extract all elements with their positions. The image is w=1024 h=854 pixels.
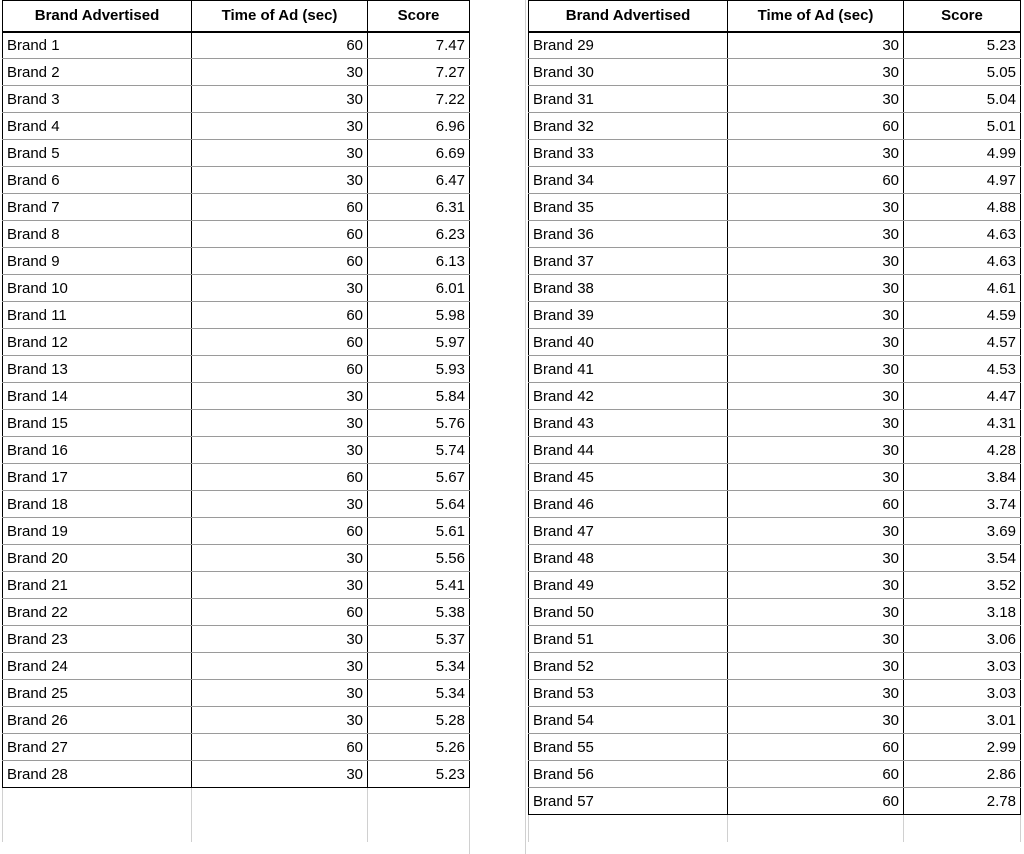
table-row [529, 680, 1021, 707]
cell-brand[interactable]: Brand 49 [529, 572, 728, 599]
cell-brand[interactable]: Brand 19 [3, 518, 192, 545]
cell-brand[interactable]: Brand 25 [3, 680, 192, 707]
cell-brand[interactable]: Brand 17 [3, 464, 192, 491]
cell-time[interactable]: 30 [192, 86, 368, 113]
cell-time[interactable]: 30 [192, 545, 368, 572]
table-row [3, 707, 470, 734]
cell-brand[interactable]: Brand 47 [529, 518, 728, 545]
table-row [529, 167, 1021, 194]
table-row [3, 545, 470, 572]
table-row [529, 329, 1021, 356]
table-row [529, 626, 1021, 653]
cell-score[interactable]: 7.47 [368, 32, 470, 59]
cell-brand[interactable]: Brand 45 [529, 464, 728, 491]
cell-time[interactable]: 30 [728, 356, 904, 383]
cell-time[interactable]: 60 [192, 329, 368, 356]
cell-time[interactable]: 30 [192, 167, 368, 194]
table-row [3, 680, 470, 707]
table-row [3, 59, 470, 86]
cell-brand[interactable]: Brand 38 [529, 275, 728, 302]
cell-time[interactable]: 30 [192, 383, 368, 410]
cell-score[interactable]: 2.86 [904, 761, 1021, 788]
cell-time[interactable]: 30 [728, 572, 904, 599]
empty-row [3, 815, 470, 842]
table-row [3, 437, 470, 464]
cell-score[interactable]: 5.34 [368, 680, 470, 707]
table-row [529, 437, 1021, 464]
cell-brand[interactable]: Brand 15 [3, 410, 192, 437]
cell-time[interactable]: 30 [728, 59, 904, 86]
cell-time[interactable]: 30 [192, 572, 368, 599]
cell-score[interactable]: 5.28 [368, 707, 470, 734]
cell-score[interactable]: 5.23 [904, 32, 1021, 59]
cell-brand[interactable]: Brand 53 [529, 680, 728, 707]
cell-score[interactable]: 4.97 [904, 167, 1021, 194]
cell-score[interactable]: 5.05 [904, 59, 1021, 86]
cell-time[interactable]: 30 [728, 194, 904, 221]
cell-brand[interactable]: Brand 41 [529, 356, 728, 383]
cell-brand[interactable]: Brand 16 [3, 437, 192, 464]
cell-score[interactable]: 3.03 [904, 653, 1021, 680]
cell-brand[interactable]: Brand 52 [529, 653, 728, 680]
cell-score[interactable]: 4.47 [904, 383, 1021, 410]
cell-brand[interactable]: Brand 9 [3, 248, 192, 275]
cell-brand[interactable]: Brand 23 [3, 626, 192, 653]
cell-score[interactable]: 5.61 [368, 518, 470, 545]
table-row [3, 410, 470, 437]
cell-score[interactable]: 7.27 [368, 59, 470, 86]
cell-score[interactable]: 4.99 [904, 140, 1021, 167]
cell-time[interactable]: 30 [728, 437, 904, 464]
cell-score[interactable]: 3.74 [904, 491, 1021, 518]
cell-brand[interactable]: Brand 28 [3, 761, 192, 788]
cell-brand[interactable]: Brand 7 [3, 194, 192, 221]
table-row [529, 734, 1021, 761]
cell-time[interactable]: 30 [728, 221, 904, 248]
table-row [529, 599, 1021, 626]
cell-brand[interactable]: Brand 8 [3, 221, 192, 248]
cell-score[interactable]: 3.52 [904, 572, 1021, 599]
cell-brand[interactable]: Brand 32 [529, 113, 728, 140]
cell-brand[interactable]: Brand 55 [529, 734, 728, 761]
cell-time[interactable]: 60 [728, 734, 904, 761]
cell-time[interactable]: 30 [192, 113, 368, 140]
cell-score[interactable]: 5.56 [368, 545, 470, 572]
table-row [3, 32, 470, 59]
table-row [3, 491, 470, 518]
table-row [3, 113, 470, 140]
cell-brand[interactable]: Brand 13 [3, 356, 192, 383]
table-row [3, 248, 470, 275]
cell-brand[interactable]: Brand 30 [529, 59, 728, 86]
empty-cell[interactable] [368, 788, 470, 815]
cell-brand[interactable]: Brand 42 [529, 383, 728, 410]
cell-score[interactable]: 6.23 [368, 221, 470, 248]
table-row [3, 599, 470, 626]
table-row [3, 356, 470, 383]
cell-score[interactable]: 6.47 [368, 167, 470, 194]
cell-brand[interactable]: Brand 51 [529, 626, 728, 653]
header-score[interactable]: Score [368, 1, 470, 32]
cell-score[interactable]: 3.54 [904, 545, 1021, 572]
empty-cell[interactable] [192, 815, 368, 842]
table-row [529, 761, 1021, 788]
cell-brand[interactable]: Brand 12 [3, 329, 192, 356]
cell-time[interactable]: 60 [192, 302, 368, 329]
cell-score[interactable]: 2.99 [904, 734, 1021, 761]
cell-brand[interactable]: Brand 40 [529, 329, 728, 356]
cell-brand[interactable]: Brand 18 [3, 491, 192, 518]
cell-time[interactable]: 30 [728, 545, 904, 572]
cell-time[interactable]: 60 [192, 464, 368, 491]
cell-brand[interactable]: Brand 44 [529, 437, 728, 464]
cell-score[interactable]: 6.13 [368, 248, 470, 275]
cell-brand[interactable]: Brand 29 [529, 32, 728, 59]
table-row [529, 59, 1021, 86]
table-row [3, 734, 470, 761]
cell-brand[interactable]: Brand 35 [529, 194, 728, 221]
cell-score[interactable]: 5.01 [904, 113, 1021, 140]
header-row [529, 1, 1021, 32]
table-row [3, 275, 470, 302]
table-row [3, 86, 470, 113]
table-row [3, 572, 470, 599]
cell-score[interactable]: 6.96 [368, 113, 470, 140]
table-row [529, 356, 1021, 383]
cell-brand[interactable]: Brand 14 [3, 383, 192, 410]
table-row [529, 653, 1021, 680]
table-row [529, 491, 1021, 518]
cell-brand[interactable]: Brand 37 [529, 248, 728, 275]
cell-time[interactable]: 60 [192, 599, 368, 626]
cell-time[interactable]: 60 [192, 518, 368, 545]
cell-brand[interactable]: Brand 10 [3, 275, 192, 302]
cell-time[interactable]: 60 [192, 248, 368, 275]
cell-brand[interactable]: Brand 21 [3, 572, 192, 599]
cell-brand[interactable]: Brand 6 [3, 167, 192, 194]
table-row [529, 32, 1021, 59]
cell-time[interactable]: 30 [728, 32, 904, 59]
cell-time[interactable]: 60 [192, 194, 368, 221]
header-row [3, 1, 470, 32]
cell-score[interactable]: 5.41 [368, 572, 470, 599]
cell-score[interactable]: 4.28 [904, 437, 1021, 464]
table-row [3, 464, 470, 491]
cell-time[interactable]: 30 [192, 437, 368, 464]
table-row [529, 302, 1021, 329]
cell-brand[interactable]: Brand 48 [529, 545, 728, 572]
cell-score[interactable]: 6.69 [368, 140, 470, 167]
table-row [529, 788, 1021, 815]
table-row [3, 140, 470, 167]
cell-time[interactable]: 30 [192, 761, 368, 788]
cell-score[interactable]: 4.59 [904, 302, 1021, 329]
table-row [3, 383, 470, 410]
cell-time[interactable]: 30 [728, 680, 904, 707]
header-brand[interactable]: Brand Advertised [3, 1, 192, 32]
cell-time[interactable]: 30 [728, 140, 904, 167]
cell-time[interactable]: 60 [192, 734, 368, 761]
cell-time[interactable]: 30 [192, 653, 368, 680]
cell-score[interactable]: 5.74 [368, 437, 470, 464]
table-row [3, 329, 470, 356]
cell-time[interactable]: 30 [728, 518, 904, 545]
cell-brand[interactable]: Brand 4 [3, 113, 192, 140]
cell-score[interactable]: 5.67 [368, 464, 470, 491]
cell-time[interactable]: 30 [728, 464, 904, 491]
cell-score[interactable]: 4.57 [904, 329, 1021, 356]
cell-score[interactable]: 4.53 [904, 356, 1021, 383]
cell-time[interactable]: 30 [728, 302, 904, 329]
table-row [529, 86, 1021, 113]
cell-brand[interactable]: Brand 46 [529, 491, 728, 518]
right-data-table [528, 0, 1021, 842]
table-row [529, 572, 1021, 599]
cell-brand[interactable]: Brand 33 [529, 140, 728, 167]
cell-time[interactable]: 30 [192, 707, 368, 734]
cell-score[interactable]: 5.93 [368, 356, 470, 383]
cell-brand[interactable]: Brand 2 [3, 59, 192, 86]
cell-brand[interactable]: Brand 27 [3, 734, 192, 761]
table-row [529, 275, 1021, 302]
table-row [529, 194, 1021, 221]
cell-score[interactable]: 5.76 [368, 410, 470, 437]
cell-time[interactable]: 30 [728, 599, 904, 626]
cell-time[interactable]: 30 [192, 491, 368, 518]
cell-score[interactable]: 5.38 [368, 599, 470, 626]
cell-brand[interactable]: Brand 43 [529, 410, 728, 437]
cell-brand[interactable]: Brand 26 [3, 707, 192, 734]
empty-cell[interactable] [368, 815, 470, 842]
cell-brand[interactable]: Brand 31 [529, 86, 728, 113]
cell-time[interactable]: 30 [728, 383, 904, 410]
cell-score[interactable]: 4.63 [904, 221, 1021, 248]
cell-score[interactable]: 5.37 [368, 626, 470, 653]
table-row [529, 518, 1021, 545]
cell-score[interactable]: 3.01 [904, 707, 1021, 734]
table-row [3, 626, 470, 653]
cell-brand[interactable]: Brand 54 [529, 707, 728, 734]
table-row [529, 140, 1021, 167]
header-score[interactable]: Score [904, 1, 1021, 32]
cell-brand[interactable]: Brand 1 [3, 32, 192, 59]
cell-score[interactable]: 2.78 [904, 788, 1021, 815]
cell-brand[interactable]: Brand 3 [3, 86, 192, 113]
cell-time[interactable]: 30 [192, 140, 368, 167]
table-row [529, 707, 1021, 734]
table-row [3, 653, 470, 680]
cell-time[interactable]: 60 [728, 113, 904, 140]
cell-time[interactable]: 30 [728, 707, 904, 734]
table-row [3, 302, 470, 329]
cell-score[interactable]: 3.18 [904, 599, 1021, 626]
empty-row [529, 815, 1021, 842]
cell-time[interactable]: 30 [192, 626, 368, 653]
cell-score[interactable]: 5.84 [368, 383, 470, 410]
cell-time[interactable]: 30 [192, 410, 368, 437]
cell-time[interactable]: 30 [728, 653, 904, 680]
cell-score[interactable]: 6.31 [368, 194, 470, 221]
cell-score[interactable]: 5.64 [368, 491, 470, 518]
right-table-body [529, 32, 1021, 842]
cell-time[interactable]: 30 [728, 410, 904, 437]
table-row [529, 248, 1021, 275]
cell-time[interactable]: 30 [728, 275, 904, 302]
cell-score[interactable]: 5.04 [904, 86, 1021, 113]
cell-score[interactable]: 5.23 [368, 761, 470, 788]
empty-cell[interactable] [728, 815, 904, 842]
cell-brand[interactable]: Brand 11 [3, 302, 192, 329]
cell-score[interactable]: 7.22 [368, 86, 470, 113]
cell-score[interactable]: 5.98 [368, 302, 470, 329]
cell-score[interactable]: 5.34 [368, 653, 470, 680]
cell-score[interactable]: 3.03 [904, 680, 1021, 707]
cell-score[interactable]: 5.26 [368, 734, 470, 761]
table-row [3, 221, 470, 248]
header-time[interactable]: Time of Ad (sec) [192, 1, 368, 32]
table-row [529, 383, 1021, 410]
left-data-table [2, 0, 470, 842]
cell-time[interactable]: 60 [728, 788, 904, 815]
header-time[interactable]: Time of Ad (sec) [728, 1, 904, 32]
cell-score[interactable]: 3.06 [904, 626, 1021, 653]
empty-cell[interactable] [3, 815, 192, 842]
empty-cell[interactable] [529, 815, 728, 842]
empty-row [3, 788, 470, 815]
cell-score[interactable]: 4.88 [904, 194, 1021, 221]
empty-cell[interactable] [3, 788, 192, 815]
table-row [529, 545, 1021, 572]
cell-score[interactable]: 3.84 [904, 464, 1021, 491]
empty-cell[interactable] [904, 815, 1021, 842]
empty-cell[interactable] [192, 788, 368, 815]
cell-time[interactable]: 60 [192, 32, 368, 59]
cell-time[interactable]: 30 [192, 680, 368, 707]
cell-brand[interactable]: Brand 57 [529, 788, 728, 815]
left-table-body [3, 32, 470, 842]
cell-time[interactable]: 30 [192, 59, 368, 86]
cell-time[interactable]: 60 [192, 221, 368, 248]
header-brand[interactable]: Brand Advertised [529, 1, 728, 32]
cell-brand[interactable]: Brand 5 [3, 140, 192, 167]
table-row [3, 194, 470, 221]
table-row [3, 167, 470, 194]
cell-score[interactable]: 3.69 [904, 518, 1021, 545]
cell-time[interactable]: 30 [192, 275, 368, 302]
table-row [3, 761, 470, 788]
table-row [529, 410, 1021, 437]
cell-time[interactable]: 60 [728, 167, 904, 194]
cell-score[interactable]: 5.97 [368, 329, 470, 356]
cell-time[interactable]: 30 [728, 86, 904, 113]
cell-score[interactable]: 6.01 [368, 275, 470, 302]
cell-time[interactable]: 60 [728, 761, 904, 788]
cell-time[interactable]: 60 [728, 491, 904, 518]
cell-brand[interactable]: Brand 24 [3, 653, 192, 680]
cell-brand[interactable]: Brand 39 [529, 302, 728, 329]
cell-brand[interactable]: Brand 34 [529, 167, 728, 194]
table-row [529, 464, 1021, 491]
cell-score[interactable]: 4.63 [904, 248, 1021, 275]
cell-time[interactable]: 30 [728, 329, 904, 356]
cell-score[interactable]: 4.31 [904, 410, 1021, 437]
cell-time[interactable]: 30 [728, 248, 904, 275]
cell-time[interactable]: 60 [192, 356, 368, 383]
table-row [529, 113, 1021, 140]
column-gap [469, 0, 526, 854]
cell-time[interactable]: 30 [728, 626, 904, 653]
table-row [529, 221, 1021, 248]
table-row [3, 518, 470, 545]
cell-brand[interactable]: Brand 20 [3, 545, 192, 572]
cell-brand[interactable]: Brand 50 [529, 599, 728, 626]
cell-brand[interactable]: Brand 22 [3, 599, 192, 626]
cell-brand[interactable]: Brand 36 [529, 221, 728, 248]
cell-brand[interactable]: Brand 56 [529, 761, 728, 788]
cell-score[interactable]: 4.61 [904, 275, 1021, 302]
